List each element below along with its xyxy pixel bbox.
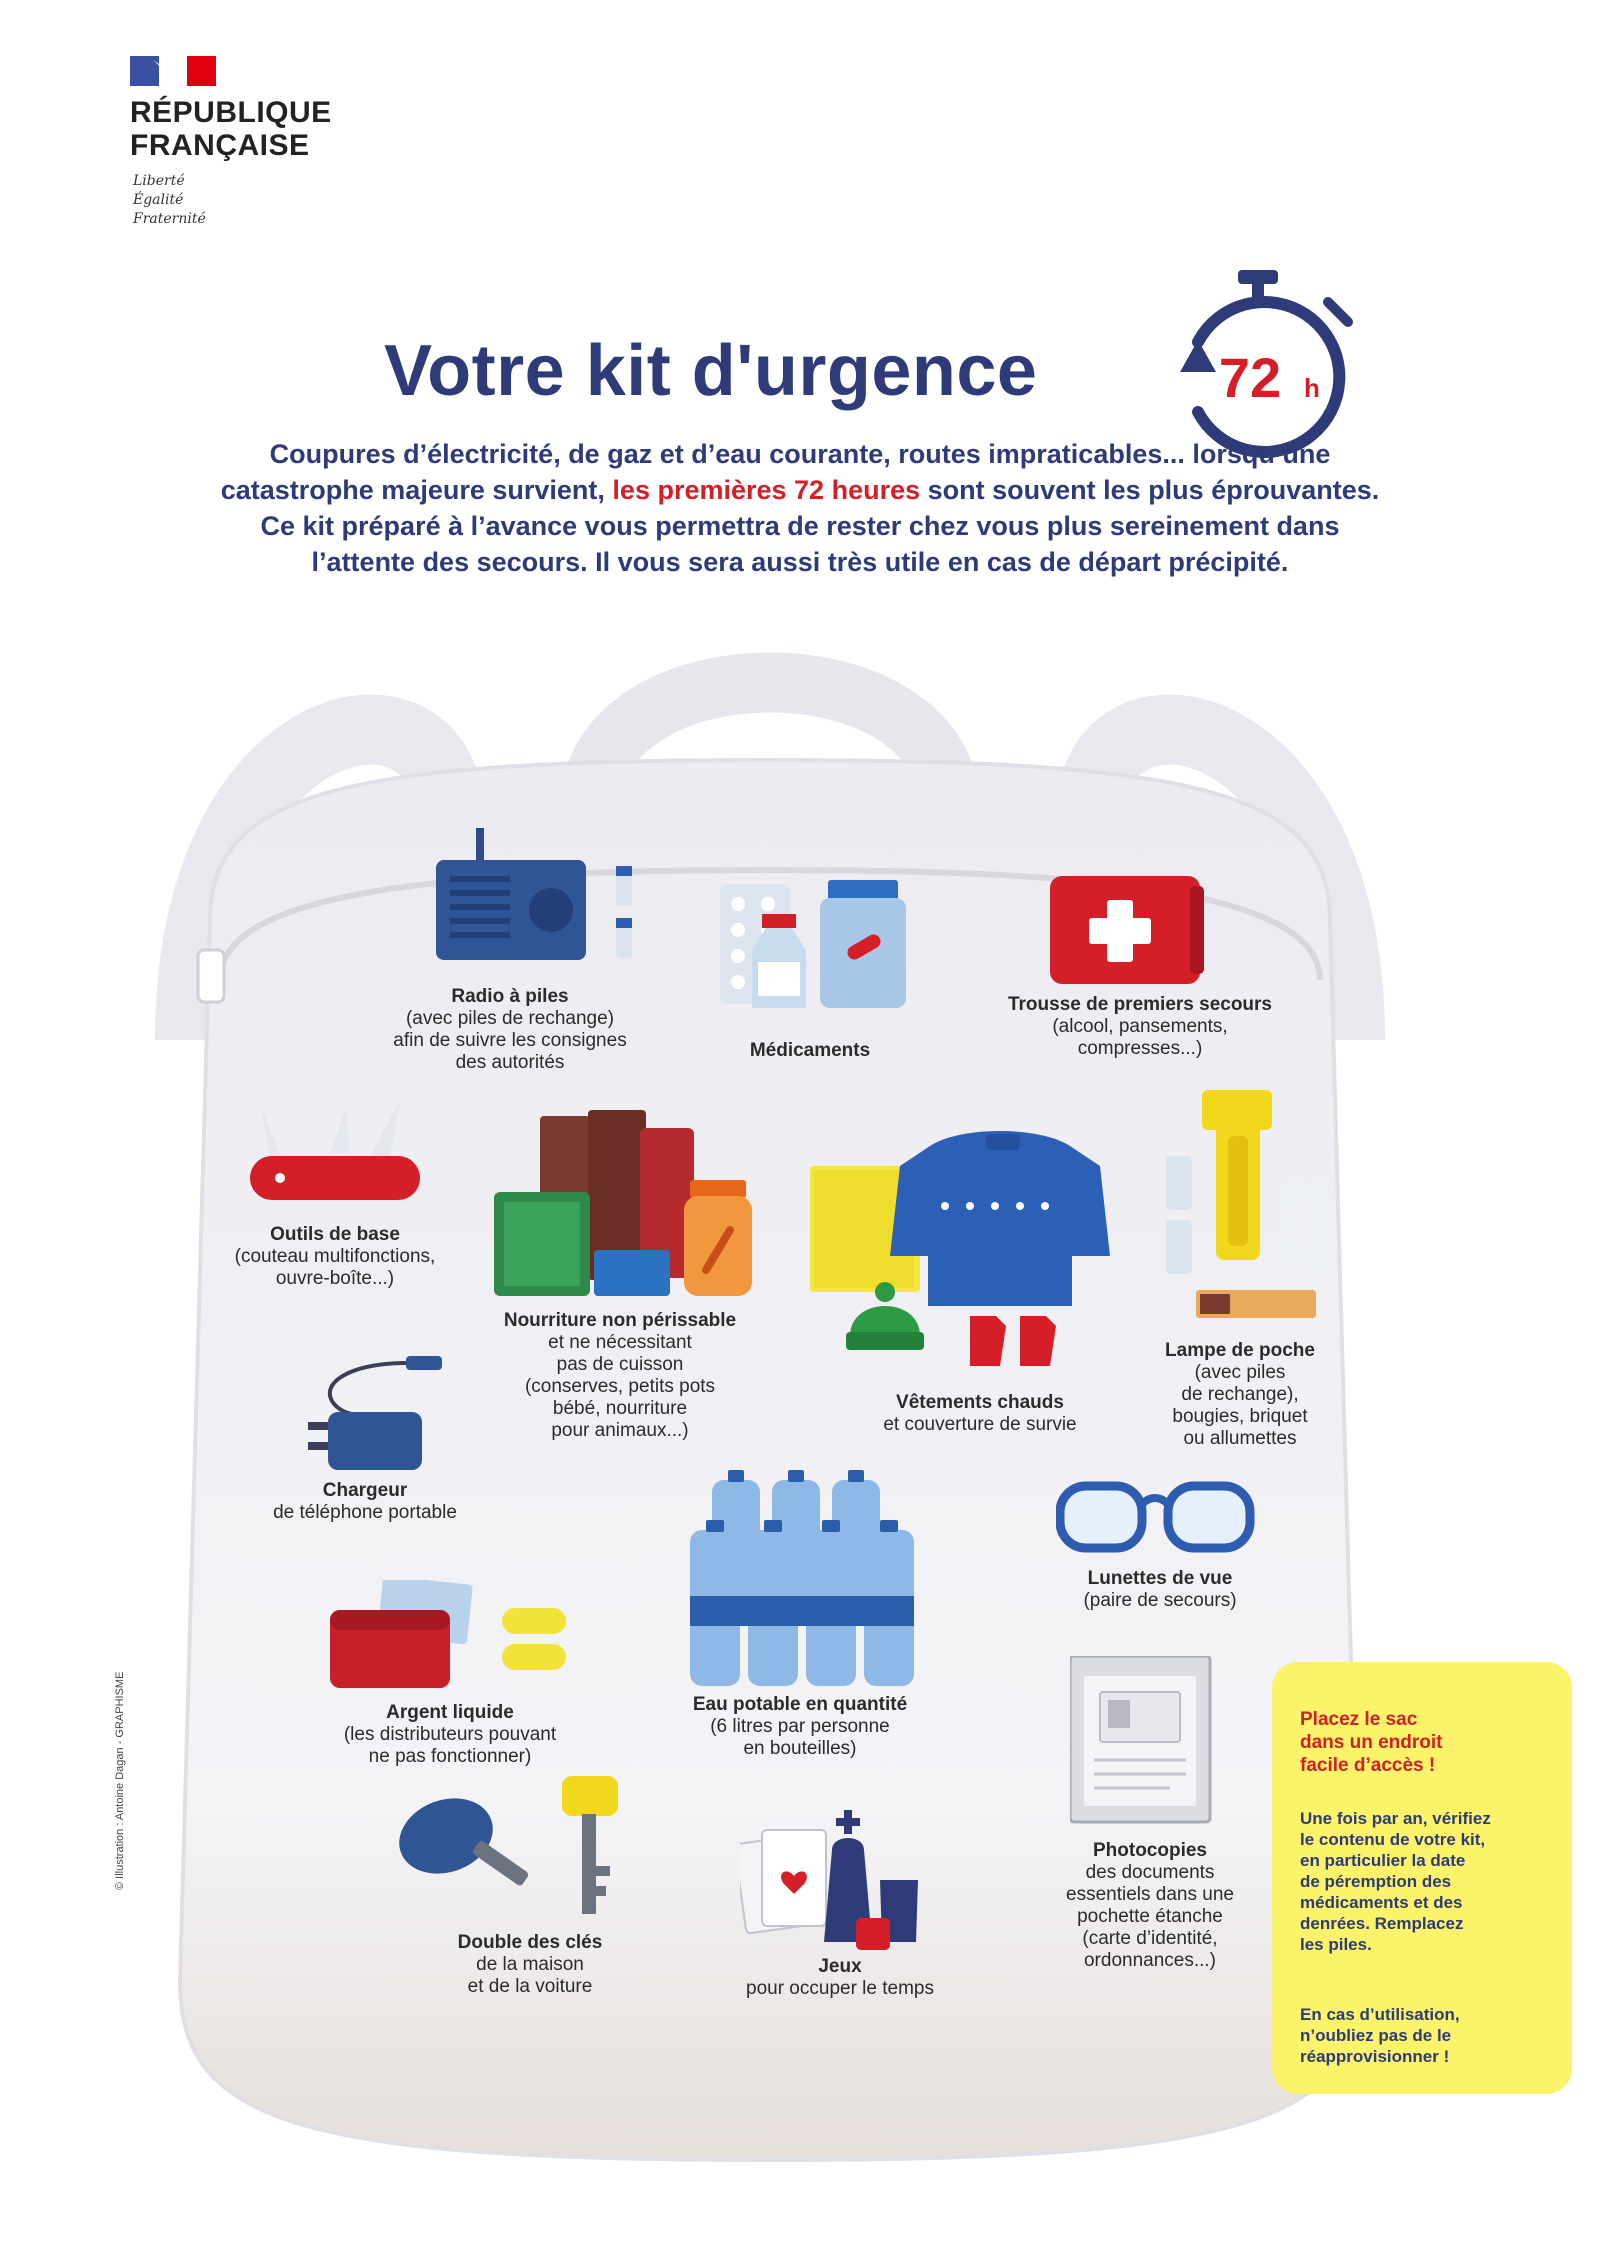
logo-text (130, 96, 332, 162)
item-food (470, 1310, 770, 1442)
illustration-credit: © Illustration : Antoine Dagan - GRAPHISME (114, 1671, 126, 1890)
medicine-icon (710, 870, 910, 1020)
item-keys (420, 1932, 640, 1998)
callout-text-1: Une fois par an, vérifiez (1300, 1809, 1491, 1828)
glasses-icon (1056, 1476, 1256, 1556)
firstaid-sub-2: compresses...) (1077, 1038, 1203, 1059)
item-cash (300, 1702, 600, 1768)
item-lamp (1120, 1340, 1360, 1450)
intro-part2: sont souvent les plus éprouvantes. Ce kit préparé à l’avance vous permettra de rester chez vous plus sereinement dans l’attente des secours. Il vous sera aussi très utile en cas de départ précipité. (260, 475, 1380, 577)
food-title: Nourriture non périssable (503, 1310, 737, 1331)
item-meds (700, 1040, 920, 1062)
cash-sub-1: (les distributeurs pouvant (343, 1724, 557, 1745)
clothes-sub-1: et couverture de survie (883, 1414, 1077, 1435)
documents-icon (1070, 1656, 1220, 1826)
lamp-sub-4: ou allumettes (1183, 1428, 1297, 1449)
item-glasses (1050, 1568, 1270, 1612)
docs-sub-4: (carte d’identité, (1082, 1928, 1218, 1949)
charger-title: Chargeur (322, 1480, 408, 1501)
timer-unit: h (1304, 373, 1320, 403)
callout-text-6: denrées. Remplacez (1300, 1914, 1464, 1933)
tools-title: Outils de base (270, 1224, 400, 1245)
docs-sub-5: ordonnances...) (1083, 1950, 1217, 1971)
callout-text-4: de péremption des (1300, 1872, 1452, 1891)
callout-text-secondary (1300, 2004, 1540, 2067)
lamp-sub-1: (avec piles (1194, 1362, 1286, 1383)
warm-clothes-icon (810, 1126, 1120, 1376)
logo-line1: RÉPUBLIQUE (130, 96, 332, 129)
keys-icon (396, 1776, 636, 1926)
tools-sub-2: ouvre-boîte...) (275, 1268, 395, 1289)
intro-paragraph (220, 436, 1380, 580)
item-radio (370, 986, 650, 1074)
radio-icon (436, 826, 646, 976)
callout-text2-3: réapprovisionner ! (1300, 2047, 1450, 2066)
timer-label: 72 (1218, 346, 1282, 409)
games-title: Jeux (818, 1956, 862, 1977)
callout-text-3: en particulier la date (1300, 1851, 1466, 1870)
item-firstaid (980, 994, 1300, 1060)
food-sub-1: et ne nécessitant (548, 1332, 692, 1353)
firstaid-title: Trousse de premiers secours (1007, 994, 1272, 1015)
item-water (660, 1694, 940, 1760)
callout-text-2: le contenu de votre kit, (1300, 1830, 1486, 1849)
food-sub-3: (conserves, petits pots (524, 1376, 716, 1397)
callout-text2-2: n’oubliez pas de le (1300, 2026, 1452, 2045)
callout-title-3: facile d’accès ! (1300, 1755, 1436, 1776)
water-bottles-icon (690, 1470, 920, 1690)
firstaid-sub-1: (alcool, pansements, (1052, 1016, 1228, 1037)
cash-title: Argent liquide (386, 1702, 514, 1723)
callout-text-5: médicaments et des (1300, 1893, 1463, 1912)
item-tools (200, 1224, 470, 1290)
first-aid-kit-icon (1050, 876, 1210, 986)
cash-sub-2: ne pas fonctionner) (368, 1746, 532, 1767)
glasses-title: Lunettes de vue (1087, 1568, 1233, 1589)
item-games (720, 1956, 960, 2000)
games-sub-1: pour occuper le temps (746, 1978, 934, 1999)
meds-title: Médicaments (749, 1040, 871, 1061)
water-sub-1: (6 litres par personne (710, 1716, 890, 1737)
lamp-sub-2: de rechange), (1181, 1384, 1299, 1405)
callout-text (1300, 1808, 1540, 1955)
glasses-sub-1: (paire de secours) (1083, 1590, 1237, 1611)
docs-sub-1: des documents (1085, 1862, 1215, 1883)
flashlight-icon (1166, 1090, 1346, 1330)
radio-sub-3: des autorités (455, 1052, 565, 1073)
games-icon (740, 1810, 940, 1960)
docs-title: Photocopies (1092, 1840, 1207, 1861)
logo-line2: FRANÇAISE (130, 129, 310, 162)
radio-title: Radio à piles (451, 986, 569, 1007)
radio-sub-2: afin de suivre les consignes (393, 1030, 627, 1051)
food-sub-5: pour animaux...) (551, 1420, 689, 1441)
intro-highlight: les premières 72 heures (612, 475, 921, 505)
tools-sub-1: (couteau multifonctions, (234, 1246, 436, 1267)
phone-charger-icon (306, 1356, 446, 1476)
callout-text2-1: En cas d’utilisation, (1300, 2005, 1460, 2024)
keys-sub-1: de la maison (476, 1954, 584, 1975)
clothes-title: Vêtements chauds (896, 1392, 1064, 1413)
food-sub-2: pas de cuisson (556, 1354, 684, 1375)
multitool-icon (250, 1094, 430, 1214)
motto (133, 172, 206, 229)
callout-text-7: les piles. (1300, 1935, 1372, 1954)
callout-title-2: dans un endroit (1300, 1732, 1443, 1753)
motto-egalite: Égalité (133, 192, 184, 208)
callout-title (1300, 1708, 1540, 1777)
keys-sub-2: et de la voiture (467, 1976, 593, 1997)
motto-fraternite: Fraternité (133, 211, 206, 227)
item-clothes (840, 1392, 1120, 1436)
keys-title: Double des clés (457, 1932, 603, 1953)
republique-logo-flag (130, 56, 216, 86)
food-sub-4: bébé, nourriture (552, 1398, 688, 1419)
callout-title-1: Placez le sac (1300, 1709, 1418, 1730)
docs-sub-2: essentiels dans une (1066, 1884, 1234, 1905)
page-title: Votre kit d'urgence (384, 331, 1038, 411)
item-docs (1010, 1840, 1290, 1972)
food-icon (494, 1110, 764, 1300)
item-charger (230, 1480, 500, 1524)
intro-part1: Coupures d’électricité, de gaz et d’eau courante, routes impraticables... lorsqu’une catastrophe majeure survient, (220, 439, 1331, 505)
charger-sub-1: de téléphone portable (273, 1502, 457, 1523)
lamp-sub-3: bougies, briquet (1172, 1406, 1308, 1427)
docs-sub-3: pochette étanche (1077, 1906, 1223, 1927)
lamp-title: Lampe de poche (1165, 1340, 1315, 1361)
radio-sub-1: (avec piles de rechange) (405, 1008, 615, 1029)
water-title: Eau potable en quantité (692, 1694, 908, 1715)
motto-liberte: Liberté (133, 173, 185, 189)
cash-icon (330, 1580, 570, 1690)
water-sub-2: en bouteilles) (743, 1738, 857, 1759)
